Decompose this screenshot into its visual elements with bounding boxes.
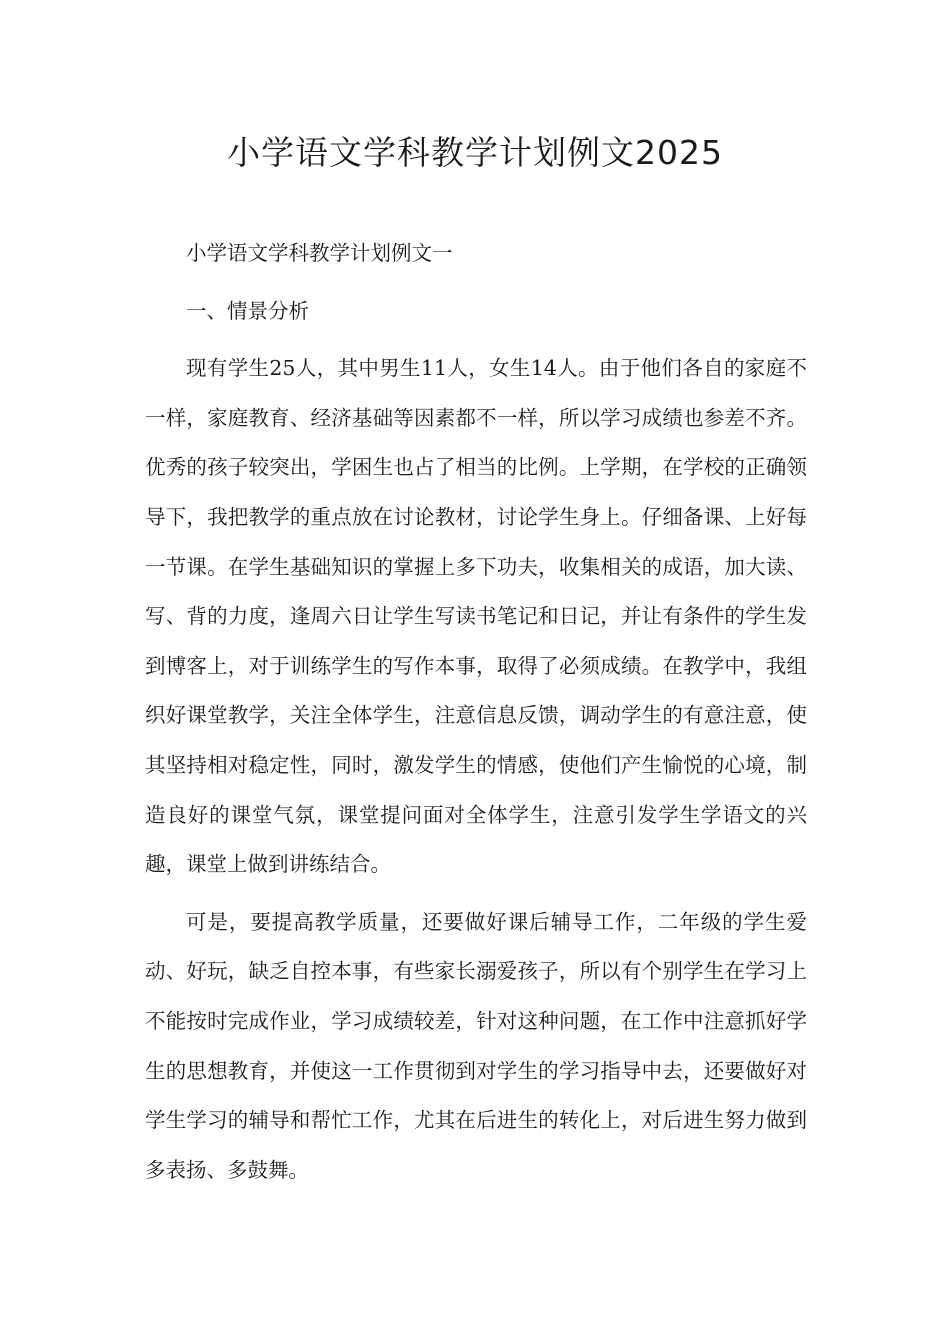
document-body [145,229,807,1195]
subsection-heading: 一、情景分析 [186,298,309,323]
section-heading: 小学语文学科教学计划例文一 [186,241,453,265]
body-paragraph: 可是，要提高教学质量，还要做好课后辅导工作，二年级的学生爱动、好玩，缺乏自控本事，有些家长溺爱孩子，所以有个别学生在学习上不能按时完成作业，学习成绩较差，针对这种问题，在工作中注意抓好学生的思想教育，并使这一工作贯彻到对学生的学习指导中去，还要做好对学生学习的辅导和帮忙工作，尤其在后进生的转化上，对后进生努力做到多表扬、多鼓舞。 [145,909,807,1182]
body-paragraph: 现有学生25人，其中男生11人，女生14人。由于他们各自的家庭不一样，家庭教育、经济基础等因素都不一样，所以学习成绩也参差不齐。优秀的孩子较突出，学困生也占了相当的比例。上学期，在学校的正确领导下，我把教学的重点放在讨论教材，讨论学生身上。仔细备课、上好每一节课。在学生基础知识的掌握上多下功夫，收集相关的成语，加大读、写、背的力度，逢周六日让学生写读书笔记和日记，并让有条件的学生发到博客上，对于训练学生的写作本事，取得了必须成绩。在教学中，我组织好课堂教学，关注全体学生，注意信息反馈，调动学生的有意注意，使其坚持相对稳定性，同时，激发学生的情感，使他们产生愉悦的心境，制造良好的课堂气氛，课堂提问面对全体学生，注意引发学生学语文的兴趣，课堂上做到讲练结合。 [145,356,807,877]
document-title: 小学语文学科教学计划例文2025 [227,133,723,172]
